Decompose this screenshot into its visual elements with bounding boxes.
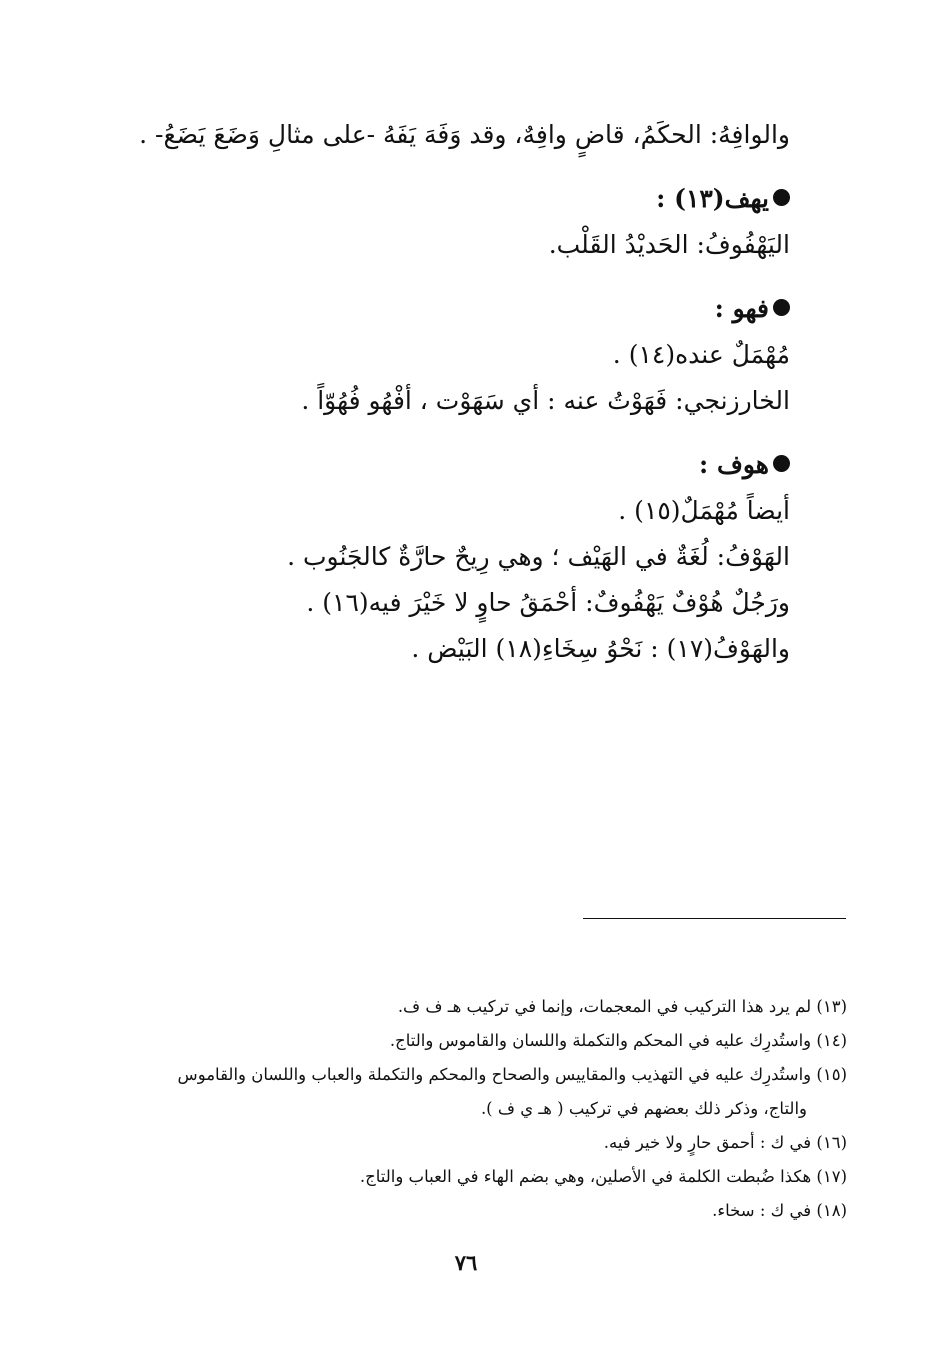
footnote: (١٣) لم يرد هذا التركيب في المعجمات، وإنما في تركيب هـ ف ف. bbox=[397, 997, 847, 1016]
main-text bbox=[110, 112, 790, 672]
footnote: (١٨) في ك : سخاء. bbox=[712, 1201, 847, 1220]
entry-heading bbox=[110, 442, 790, 488]
footnote-divider bbox=[583, 918, 846, 919]
entry-line: أيضاً مُهْمَلٌ(١٥) . bbox=[618, 496, 790, 525]
footnote: (١٦) في ك : أحمق حارٍ ولا خير فيه. bbox=[603, 1133, 847, 1152]
entry-line: مُهْمَلٌ عنده(١٤) . bbox=[612, 340, 790, 369]
footnote-continuation: والتاج، وذكر ذلك بعضهم في تركيب ( هـ ي ف ). bbox=[480, 1099, 807, 1118]
intro-line: والوافِهُ: الحكَمُ، قاضٍ وافِهٌ، وقد وَفَهَ يَفَهُ -على مثالِ وَضَعَ يَضَعُ- . bbox=[139, 120, 790, 149]
entry-hwf bbox=[110, 442, 790, 672]
entry-heading bbox=[110, 286, 790, 332]
entry-heading-text: يهف(١٣) : bbox=[656, 184, 769, 213]
bullet-icon bbox=[773, 299, 790, 316]
footnote: (١٥) واستُدرِك عليه في التهذيب والمقاييس والصحاح والمحكم والتكملة والعباب واللسان والقاموس bbox=[177, 1065, 847, 1084]
entry-line: الهَوْفُ: لُغَةٌ في الهَيْف ؛ وهي رِيحٌ حارَّةٌ كالجَنُوب . bbox=[287, 542, 790, 571]
footnote: (١٧) هكذا ضُبطت الكلمة في الأصلين، وهي بضم الهاء في العباب والتاج. bbox=[359, 1167, 847, 1186]
page-number: ٧٦ bbox=[454, 1250, 478, 1275]
entry-heading-text: هوف : bbox=[699, 450, 769, 479]
bullet-icon bbox=[773, 455, 790, 472]
entry-line: اليَهْفُوفُ: الحَديْدُ القَلْب. bbox=[548, 230, 790, 259]
entry-heading-text: فهو : bbox=[714, 294, 769, 323]
footnote: (١٤) واستُدرِك عليه في المحكم والتكملة واللسان والقاموس والتاج. bbox=[389, 1031, 847, 1050]
entry-line: الخارزنجي: فَهَوْتُ عنه : أي سَهَوْت ، أفْهُو فُهُوّاً . bbox=[301, 386, 790, 415]
footnotes bbox=[107, 990, 847, 1228]
bullet-icon bbox=[773, 189, 790, 206]
entry-yhf bbox=[110, 176, 790, 268]
entry-line: والهَوْفُ(١٧) : نَحْوُ سِخَاءِ(١٨) البَيْض . bbox=[411, 634, 790, 663]
entry-line: ورَجُلٌ هُوْفٌ يَهْفُوفٌ: أحْمَقُ حاوٍ لا خَيْرَ فيه(١٦) . bbox=[306, 588, 790, 617]
entry-fhw bbox=[110, 286, 790, 424]
entry-heading bbox=[110, 176, 790, 222]
